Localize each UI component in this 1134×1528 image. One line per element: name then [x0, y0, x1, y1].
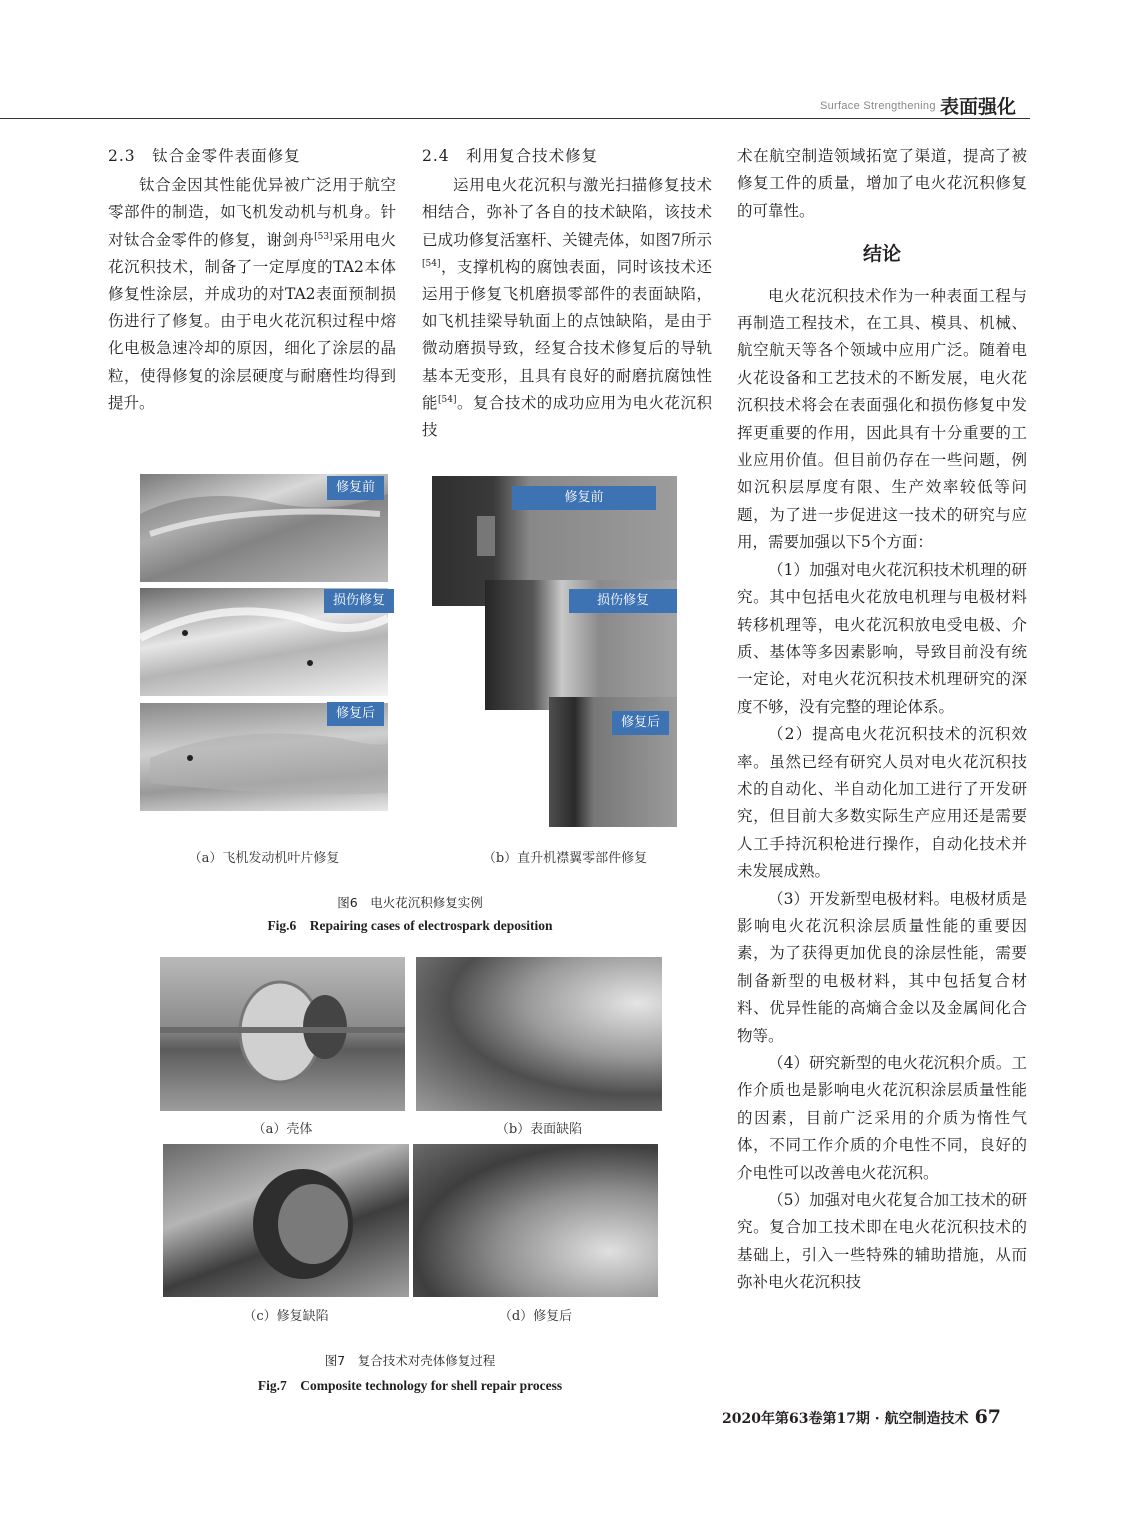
label-damage-repair: 损伤修复 [324, 589, 394, 613]
label-damage-repair: 损伤修复 [569, 589, 677, 613]
header-english-title: Surface Strengthening [820, 100, 936, 112]
section-heading-2-4: 2.4 利用复合技术修复 [422, 147, 599, 165]
subcaption-b: （b）表面缺陷 [495, 1122, 583, 1137]
shell-photo [160, 957, 405, 1111]
citation: [54] [437, 394, 457, 405]
paragraph: （4）研究新型的电火花沉积介质。工作介质也是影响电火花沉积涂层质量性能的因素，目前广泛采用的介质为惰性气体，不同工作介质的介电性不同，良好的介电性可以改善电火花沉积。 [737, 1054, 1027, 1182]
paragraph: （2）提高电火花沉积技术的沉积效率。虽然已经有研究人员对电火花沉积技术的自动化、半自动化加工进行了开发研究，但目前大多数实际生产应用还是需要人工手持沉积枪进行操作，自动化技术并未发展成熟。 [737, 725, 1027, 881]
subcaption-a: （a）飞机发动机叶片修复 [188, 851, 340, 866]
paragraph: 电火花沉积技术作为一种表面工程与再制造工程技术，在工具、模具、机械、航空航天等各个领域中应用广泛。随着电火花设备和工艺技术的不断发展，电火花沉积技术将会在表面强化和损伤修复中发挥更重要的作用，因此具有十分重要的工业应用价值。但目前仍存在一些问题，例如沉积层厚度有限、生产效率较低等问题，为了进一步促进这一技术的研究与应用，需要加强以下5个方面： [737, 286, 1027, 552]
figure-7-caption-cn: 图7 复合技术对壳体修复过程 [324, 1353, 496, 1368]
subcaption-b: （b）直升机襟翼零部件修复 [482, 851, 648, 866]
label-before: 修复前 [512, 486, 656, 510]
citation: [54] [422, 258, 441, 269]
figure-7-caption-en: Fig.7 Composite technology for shell repair process [257, 1378, 563, 1393]
subcaption-c: （c）修复缺陷 [243, 1309, 329, 1324]
figure-6-caption-cn: 图6 电火花沉积修复实例 [337, 895, 483, 910]
subcaption-d: （d）修复后 [498, 1309, 573, 1324]
subcaption-a: （a）壳体 [252, 1122, 313, 1137]
journal-info: 2020年第63卷第17期 · 航空制造技术 [722, 1411, 969, 1427]
page-number: 67 [974, 1406, 1002, 1428]
figure-6-caption-en: Fig.6 Repairing cases of electrospark deposition [267, 918, 553, 933]
surface-defect-photo [416, 957, 662, 1111]
header-rule [0, 118, 1030, 119]
label-after: 修复后 [327, 702, 384, 726]
page-footer [722, 1406, 1001, 1428]
label-after: 修复后 [612, 711, 669, 735]
header-chinese-title: 表面强化 [940, 96, 1017, 118]
paragraph: （5）加强对电火花复合加工技术的研究。复合加工技术即在电火花沉积技术的基础上，引入一些特殊的辅助措施，从而弥补电火花沉积技 [737, 1191, 1027, 1292]
column-1 [108, 143, 396, 417]
column-3 [737, 143, 1027, 1297]
paragraph: 钛合金因其性能优异被广泛用于航空零部件的制造，如飞机发动机与机身。针对钛合金零件的修复，谢剑舟[53]采用电火花沉积技术，制备了一定厚度的TA2本体修复性涂层，并成功的对TA2表面预制损伤进行了修复。由于电火花沉积过程中熔化电极急速冷却的原因，细化了涂层的晶粒，使得修复的涂层硬度与耐磨性均得到提升。 [108, 176, 396, 412]
paragraph: 运用电火花沉积与激光扫描修复技术相结合，弥补了各自的技术缺陷，该技术已成功修复活塞杆、关键壳体，如图7所示[54]，支撑机构的腐蚀表面，同时该技术还运用于修复飞机磨损零部件的表面缺陷，如飞机挂梁导轨面上的点蚀缺陷，是由于微动磨损导致，经复合技术修复后的导轨基本无变形，且具有良好的耐磨抗腐蚀性能[54]。复合技术的成功应用为电火花沉积技 [422, 176, 712, 440]
column-2 [422, 143, 712, 444]
conclusion-heading: 结论 [862, 243, 901, 266]
paragraph: （1）加强对电火花沉积技术机理的研究。其中包括电火花放电机理与电极材料转移机理等，电火花沉积放电受电极、介质、基体等多因素影响，导致目前没有统一定论，对电火花沉积技术机理研究的深度不够，没有完整的理论体系。 [737, 560, 1027, 716]
section-heading-2-3: 2.3 钛合金零件表面修复 [108, 147, 301, 165]
after-repair-photo [413, 1144, 658, 1297]
paragraph: 术在航空制造领域拓宽了渠道，提高了被修复工件的质量，增加了电火花沉积修复的可靠性。 [737, 147, 1027, 220]
label-before: 修复前 [327, 476, 384, 500]
citation: [53] [314, 231, 333, 242]
repair-defect-photo [163, 1144, 409, 1297]
paragraph: （3）开发新型电极材料。电极材质是影响电火花沉积涂层质量性能的重要因素，为了获得更加优良的涂层性能，需要制备新型的电极材料，其中包括复合材料、优异性能的高熵合金以及金属间化合物等。 [737, 889, 1027, 1045]
